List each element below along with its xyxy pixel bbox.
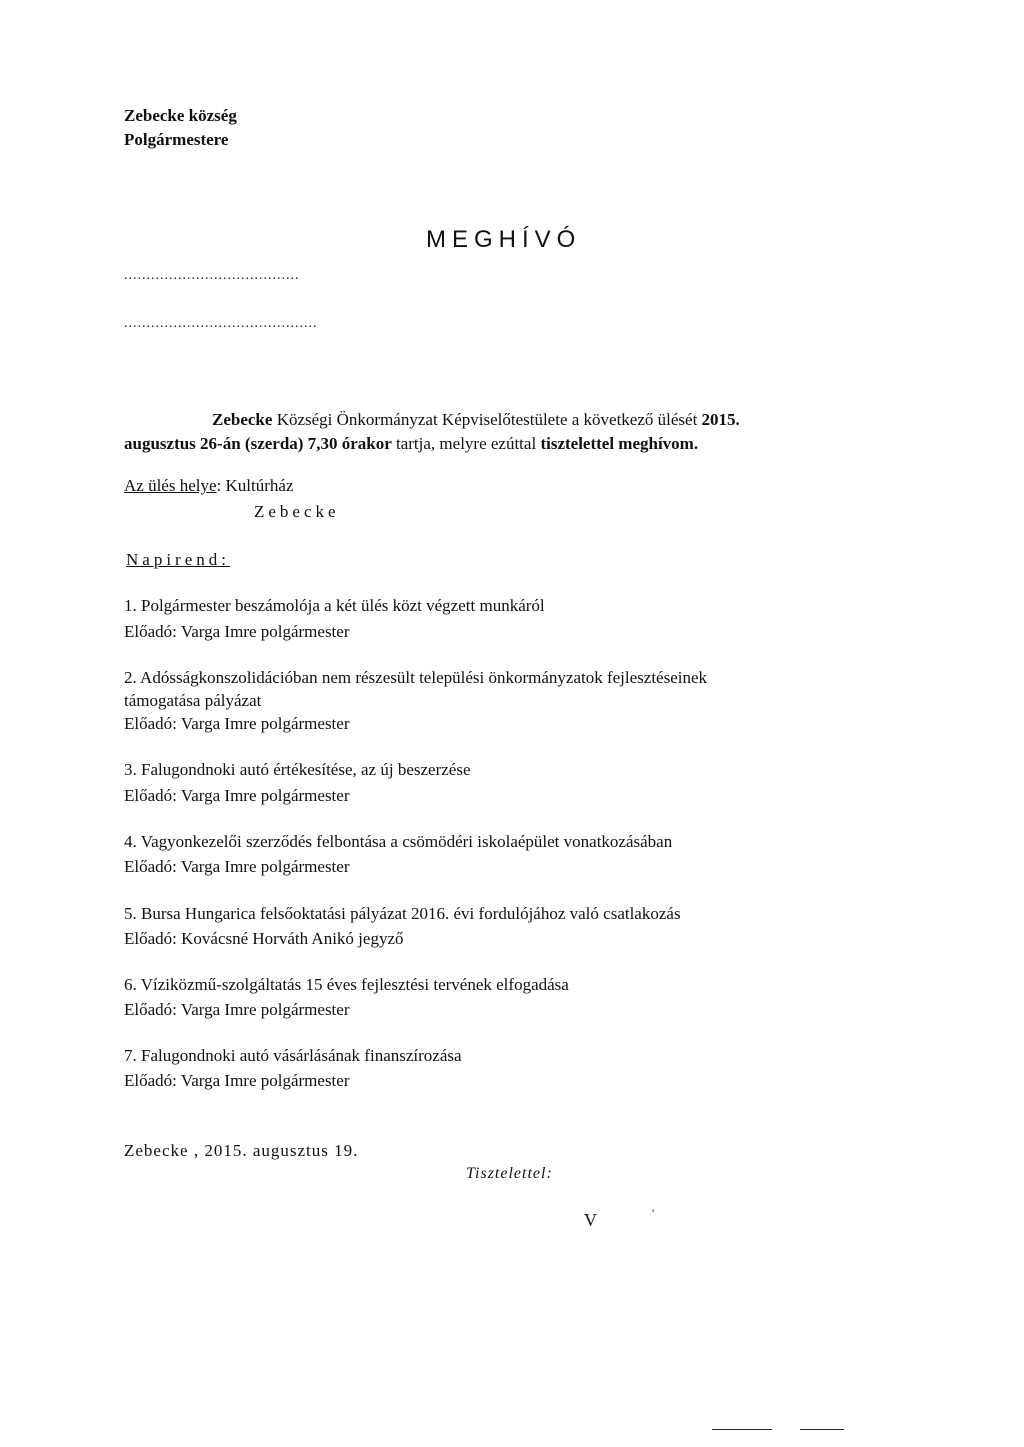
venue-label: Az ülés helye (124, 476, 217, 495)
intro-line-1 (212, 410, 740, 430)
agenda-item-4-title: 4. Vagyonkezelői szerződés felbontása a csömödéri iskolaépület vonatkozásában (124, 832, 673, 851)
agenda-item-6-title: 6. Víziközmű-szolgáltatás 15 éves fejlesztési tervének elfogadása (124, 975, 569, 994)
agenda-item-5-title: 5. Bursa Hungarica felsőoktatási pályázat 2016. évi fordulójához való csatlakozás (124, 904, 681, 923)
closing-greeting: Tisztelettel: (466, 1165, 553, 1182)
bottom-rule-2 (800, 1429, 844, 1430)
venue-colon: : (216, 476, 222, 495)
agenda-item-7-presenter: Előadó: Varga Imre polgármester (124, 1071, 350, 1090)
signature-mark: ' (652, 1206, 655, 1220)
agenda-item-7-title: 7. Falugondnoki autó vásárlásának finanszírozása (124, 1046, 462, 1065)
dotted-line-1: ....................................... (124, 268, 300, 283)
agenda-item-5-presenter: Előadó: Kovácsné Horváth Anikó jegyző (124, 929, 404, 948)
intro-time: 7,30 órakor (307, 434, 392, 453)
agenda-item-6-presenter: Előadó: Varga Imre polgármester (124, 1000, 350, 1019)
agenda-item-2-title: 2. Adósságkonszolidációban nem részesült települési önkormányzatok fejlesztéseinek (124, 668, 708, 687)
agenda-item-2-title-cont: támogatása pályázat (124, 691, 262, 710)
dotted-line-2: ........................................... (124, 316, 318, 331)
bottom-rule-1 (712, 1429, 772, 1430)
agenda-item-3-title: 3. Falugondnoki autó értékesítése, az új beszerzése (124, 760, 471, 779)
intro-year: 2015. (701, 410, 740, 429)
agenda-item-3-presenter: Előadó: Varga Imre polgármester (124, 786, 350, 805)
intro-text: tartja, melyre ezúttal (396, 434, 537, 453)
intro-town: Zebecke (212, 410, 273, 429)
intro-invite: tisztelettel meghívom. (540, 434, 699, 453)
agenda-label: Napirend: (126, 550, 230, 569)
place-date: Zebecke , 2015. augusztus 19. (124, 1141, 359, 1160)
agenda-item-2-presenter: Előadó: Varga Imre polgármester (124, 714, 350, 733)
venue-town: Zebecke (254, 502, 340, 521)
agenda-item-1-presenter: Előadó: Varga Imre polgármester (124, 622, 350, 641)
issuer-line2: Polgármestere (124, 130, 229, 149)
venue-place: Kultúrház (225, 476, 294, 495)
intro-council: Községi Önkormányzat Képviselőtestülete a következő ülését (276, 410, 698, 429)
agenda-item-4-presenter: Előadó: Varga Imre polgármester (124, 857, 350, 876)
intro-line-2 (124, 434, 698, 454)
signature-initial: V (584, 1210, 597, 1230)
document-title: MEGHÍVÓ (426, 226, 582, 253)
issuer-line1: Zebecke község (124, 106, 237, 125)
intro-date: augusztus 26-án (szerda) (124, 434, 304, 453)
venue-line (124, 476, 294, 496)
agenda-item-1-title: 1. Polgármester beszámolója a két ülés közt végzett munkáról (124, 596, 545, 615)
